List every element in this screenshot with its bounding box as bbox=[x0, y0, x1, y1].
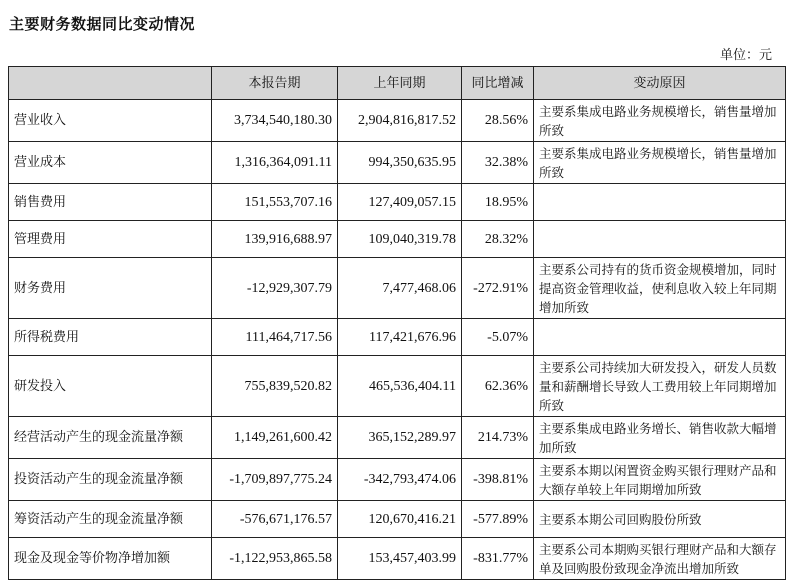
row-change: -831.77% bbox=[462, 538, 534, 580]
table-row bbox=[9, 319, 786, 356]
row-reason: 主要系公司本期购买银行理财产品和大额存单及回购股份致现金净流出增加所致 bbox=[534, 538, 786, 580]
row-reason: 主要系集成电路业务规模增长，销售量增加所致 bbox=[534, 142, 786, 184]
row-change: 18.95% bbox=[462, 184, 534, 221]
row-prior: 994,350,635.95 bbox=[338, 142, 462, 184]
row-change: 28.56% bbox=[462, 100, 534, 142]
row-item: 研发投入 bbox=[9, 356, 212, 417]
row-prior: 127,409,057.15 bbox=[338, 184, 462, 221]
row-prior: 2,904,816,817.52 bbox=[338, 100, 462, 142]
row-item: 现金及现金等价物净增加额 bbox=[9, 538, 212, 580]
row-item: 管理费用 bbox=[9, 221, 212, 258]
row-prior: 465,536,404.11 bbox=[338, 356, 462, 417]
table-header-row bbox=[9, 67, 786, 100]
row-change: 214.73% bbox=[462, 417, 534, 459]
row-item: 销售费用 bbox=[9, 184, 212, 221]
row-prior: 109,040,319.78 bbox=[338, 221, 462, 258]
header-current-period: 本报告期 bbox=[212, 67, 338, 100]
header-yoy-change: 同比增减 bbox=[462, 67, 534, 100]
row-item: 财务费用 bbox=[9, 258, 212, 319]
row-change: -5.07% bbox=[462, 319, 534, 356]
row-item: 筹资活动产生的现金流量净额 bbox=[9, 501, 212, 538]
row-change: 28.32% bbox=[462, 221, 534, 258]
table-row bbox=[9, 142, 786, 184]
row-change: -398.81% bbox=[462, 459, 534, 501]
row-current: -12,929,307.79 bbox=[212, 258, 338, 319]
row-current: 1,316,364,091.11 bbox=[212, 142, 338, 184]
table-row bbox=[9, 356, 786, 417]
row-item: 营业成本 bbox=[9, 142, 212, 184]
row-item: 所得税费用 bbox=[9, 319, 212, 356]
page-title: 主要财务数据同比变动情况 bbox=[9, 15, 196, 33]
row-reason: 主要系集成电路业务增长、销售收款大幅增加所致 bbox=[534, 417, 786, 459]
row-reason bbox=[534, 184, 786, 221]
row-prior: 365,152,289.97 bbox=[338, 417, 462, 459]
row-reason: 主要系本期公司回购股份所致 bbox=[534, 501, 786, 538]
row-current: 1,149,261,600.42 bbox=[212, 417, 338, 459]
table-row bbox=[9, 459, 786, 501]
row-item: 经营活动产生的现金流量净额 bbox=[9, 417, 212, 459]
row-prior: 7,477,468.06 bbox=[338, 258, 462, 319]
table-row bbox=[9, 538, 786, 580]
row-current: 755,839,520.82 bbox=[212, 356, 338, 417]
row-prior: 153,457,403.99 bbox=[338, 538, 462, 580]
row-change: 62.36% bbox=[462, 356, 534, 417]
table-row bbox=[9, 221, 786, 258]
row-current: -1,709,897,775.24 bbox=[212, 459, 338, 501]
row-current: -576,671,176.57 bbox=[212, 501, 338, 538]
row-prior: 117,421,676.96 bbox=[338, 319, 462, 356]
header-reason: 变动原因 bbox=[534, 67, 786, 100]
header-item bbox=[9, 67, 212, 100]
row-change: -272.91% bbox=[462, 258, 534, 319]
row-current: 3,734,540,180.30 bbox=[212, 100, 338, 142]
row-prior: 120,670,416.21 bbox=[338, 501, 462, 538]
row-reason: 主要系公司持有的货币资金规模增加，同时提高资金管理收益，使利息收入较上年同期增加所致 bbox=[534, 258, 786, 319]
table-row bbox=[9, 258, 786, 319]
row-current: 139,916,688.97 bbox=[212, 221, 338, 258]
row-item: 营业收入 bbox=[9, 100, 212, 142]
financial-comparison-table bbox=[8, 66, 786, 580]
row-prior: -342,793,474.06 bbox=[338, 459, 462, 501]
table-row bbox=[9, 100, 786, 142]
row-reason: 主要系公司持续加大研发投入，研发人员数量和薪酬增长导致人工费用较上年同期增加所致 bbox=[534, 356, 786, 417]
row-change: -577.89% bbox=[462, 501, 534, 538]
row-reason bbox=[534, 319, 786, 356]
row-change: 32.38% bbox=[462, 142, 534, 184]
row-reason: 主要系集成电路业务规模增长，销售量增加所致 bbox=[534, 100, 786, 142]
header-prior-period: 上年同期 bbox=[338, 67, 462, 100]
row-reason bbox=[534, 221, 786, 258]
table-row bbox=[9, 501, 786, 538]
table-row bbox=[9, 184, 786, 221]
row-reason: 主要系本期以闲置资金购买银行理财产品和大额存单较上年同期增加所致 bbox=[534, 459, 786, 501]
row-current: -1,122,953,865.58 bbox=[212, 538, 338, 580]
row-item: 投资活动产生的现金流量净额 bbox=[9, 459, 212, 501]
table-row bbox=[9, 417, 786, 459]
unit-label: 单位：元 bbox=[719, 48, 772, 63]
row-current: 151,553,707.16 bbox=[212, 184, 338, 221]
row-current: 111,464,717.56 bbox=[212, 319, 338, 356]
